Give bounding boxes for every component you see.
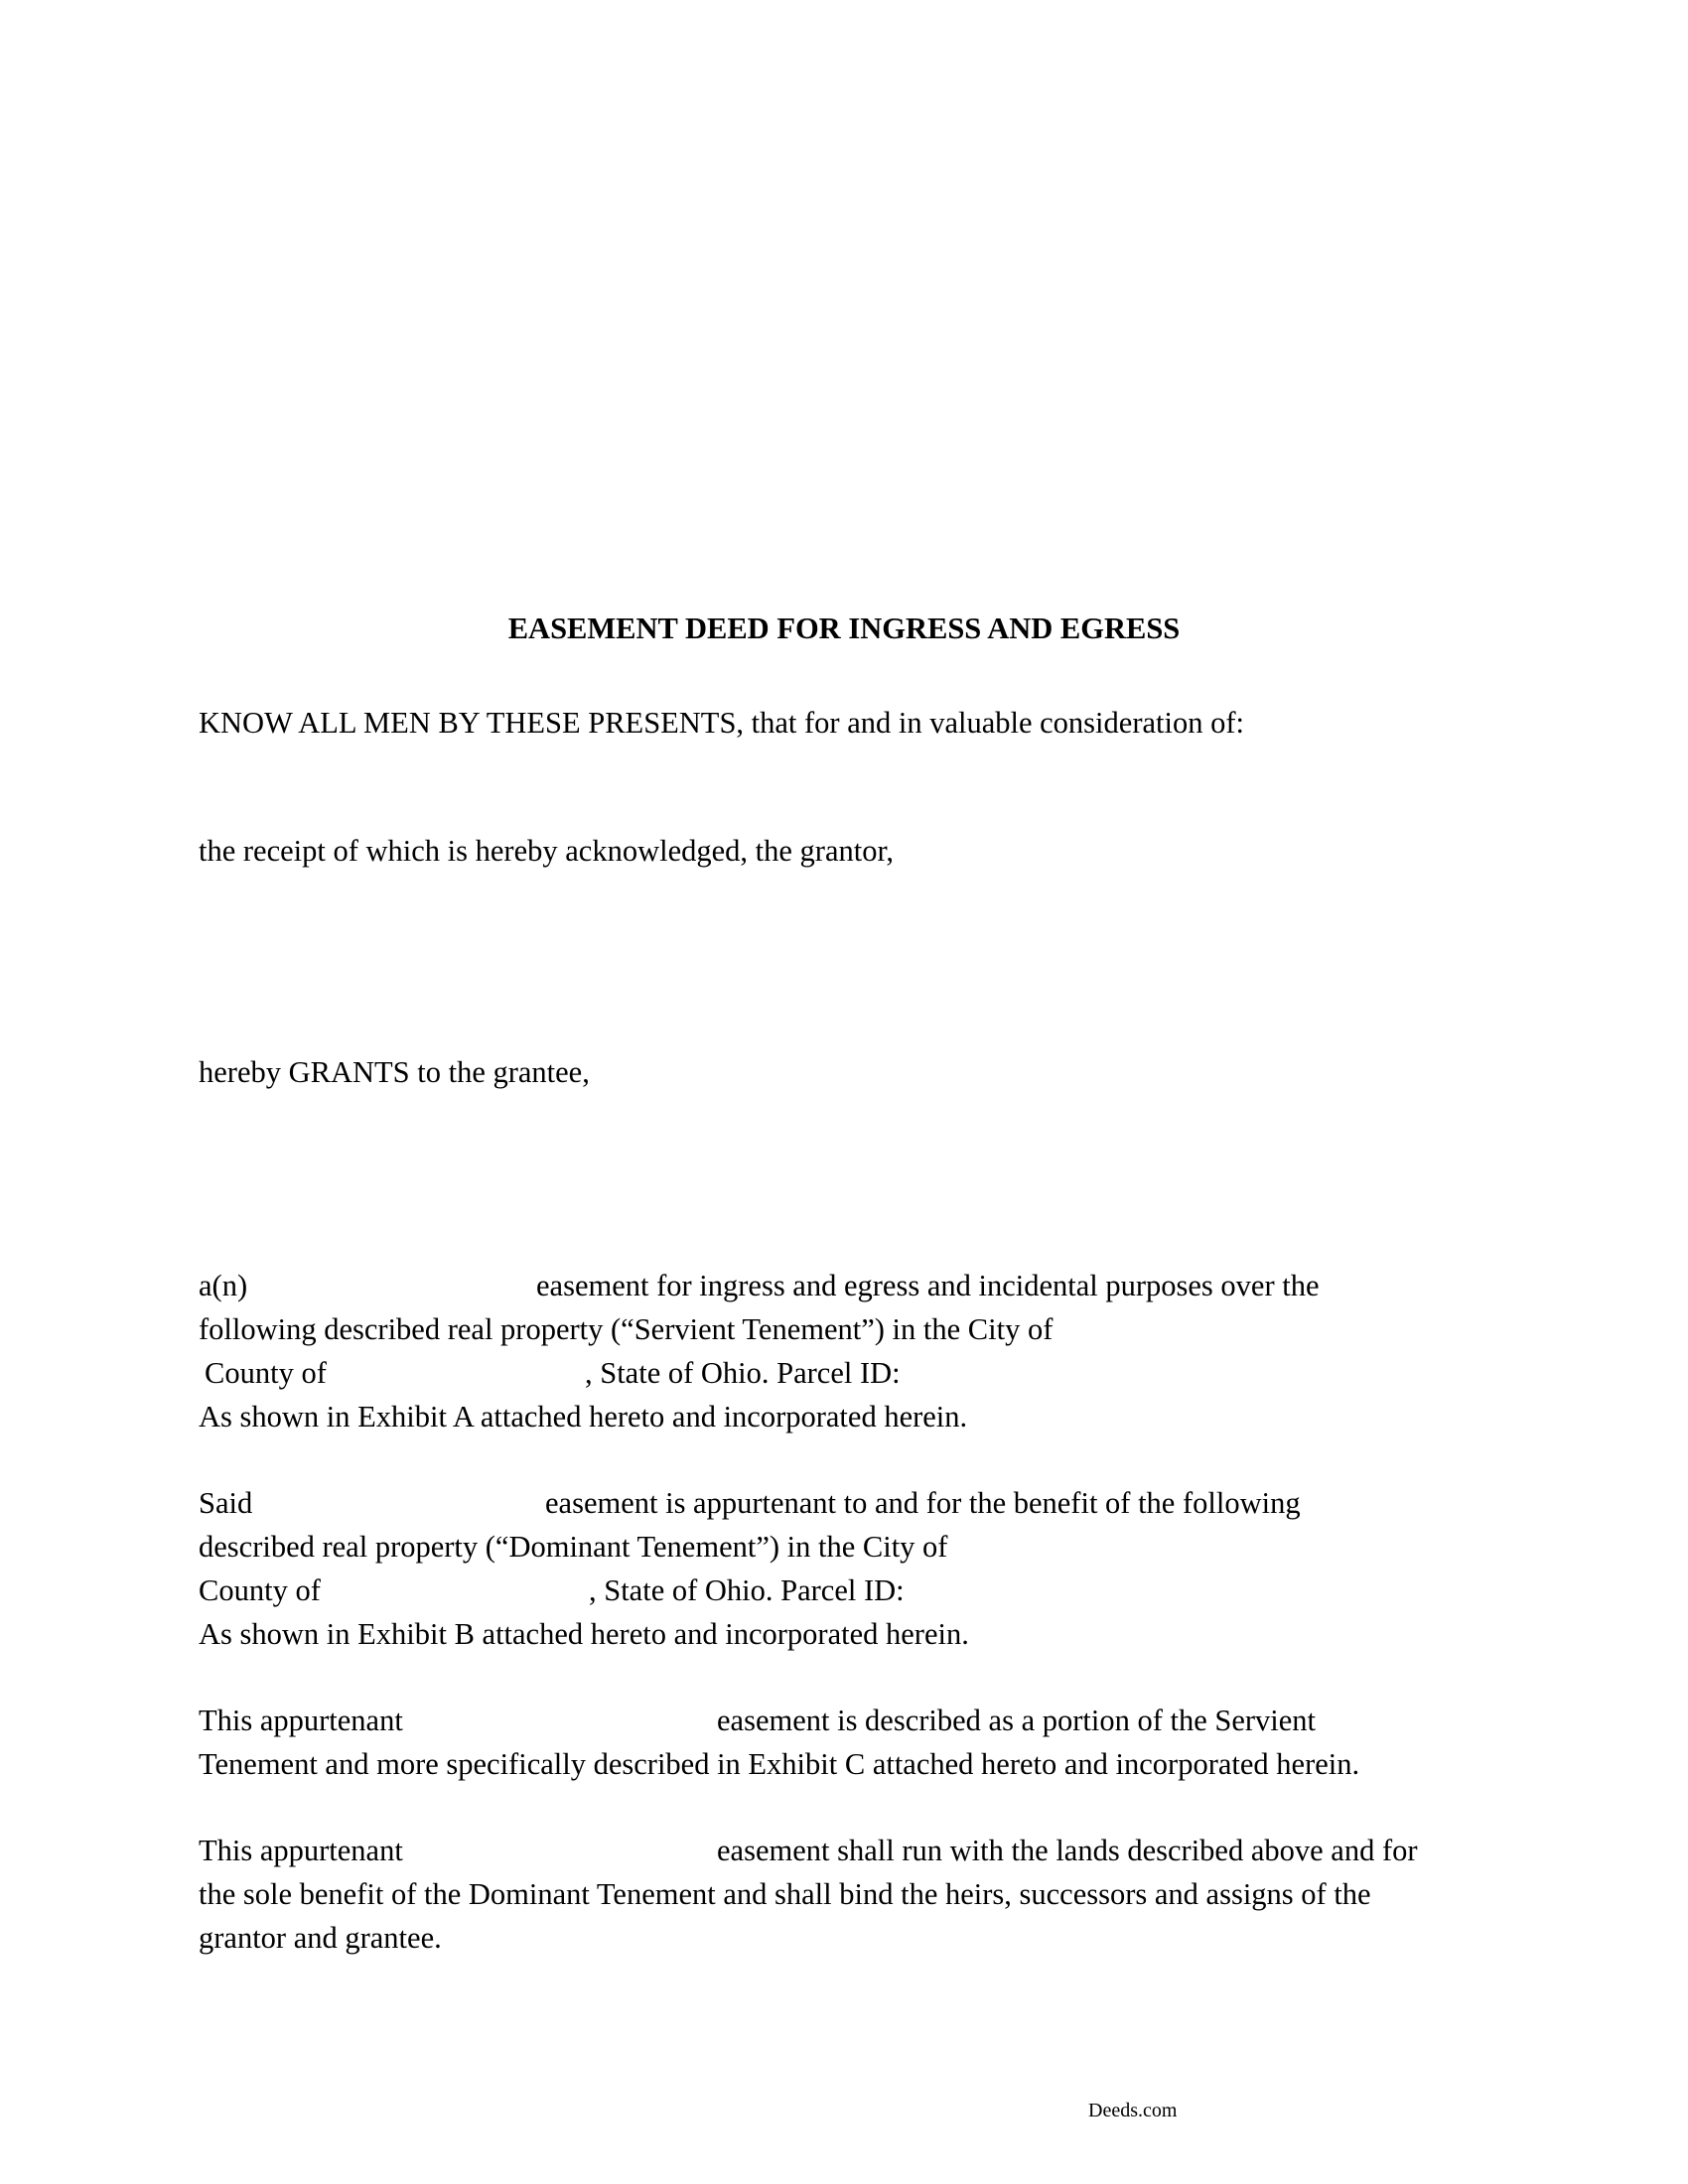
run-line1-end: easement shall run with the lands described above and for (717, 1834, 1418, 1867)
servient-line1-start: a(n) (199, 1269, 248, 1302)
footer-watermark: Deeds.com (1088, 2100, 1178, 2121)
intro-paragraph: KNOW ALL MEN BY THESE PRESENTS, that for and in valuable consideration of: (199, 706, 1244, 740)
run-line1-start: This appurtenant (199, 1834, 403, 1867)
dominant-line3-start: County of (199, 1573, 321, 1607)
dominant-line4: As shown in Exhibit B attached hereto and incorporated herein. (199, 1617, 969, 1651)
portion-line2: Tenement and more specifically described in Exhibit C attached hereto and incorporated herein. (199, 1747, 1360, 1781)
portion-line1-end: easement is described as a portion of the Servient (717, 1704, 1317, 1737)
dominant-line2: described real property (“Dominant Tenement”) in the City of (199, 1530, 948, 1564)
dominant-line3-end: , State of Ohio. Parcel ID: (589, 1573, 905, 1607)
servient-line4: As shown in Exhibit A attached hereto and incorporated herein. (199, 1400, 968, 1433)
receipt-paragraph: the receipt of which is hereby acknowledged, the grantor, (199, 834, 895, 868)
run-line2: the sole benefit of the Dominant Tenement and shall bind the heirs, successors and assigns of the (199, 1877, 1371, 1911)
dominant-line1-start: Said (199, 1486, 253, 1520)
document-title: EASEMENT DEED FOR INGRESS AND EGRESS (507, 612, 1181, 645)
servient-line3-end: , State of Ohio. Parcel ID: (585, 1356, 901, 1390)
servient-line1-end: easement for ingress and egress and incidental purposes over the (536, 1269, 1320, 1302)
servient-line2: following described real property (“Servient Tenement”) in the City of (199, 1312, 1054, 1346)
portion-line1-start: This appurtenant (199, 1704, 403, 1737)
dominant-line1-end: easement is appurtenant to and for the benefit of the following (545, 1486, 1301, 1520)
run-line3: grantor and grantee. (199, 1921, 442, 1955)
grants-paragraph: hereby GRANTS to the grantee, (199, 1055, 590, 1089)
servient-line3-start: County of (205, 1356, 327, 1390)
